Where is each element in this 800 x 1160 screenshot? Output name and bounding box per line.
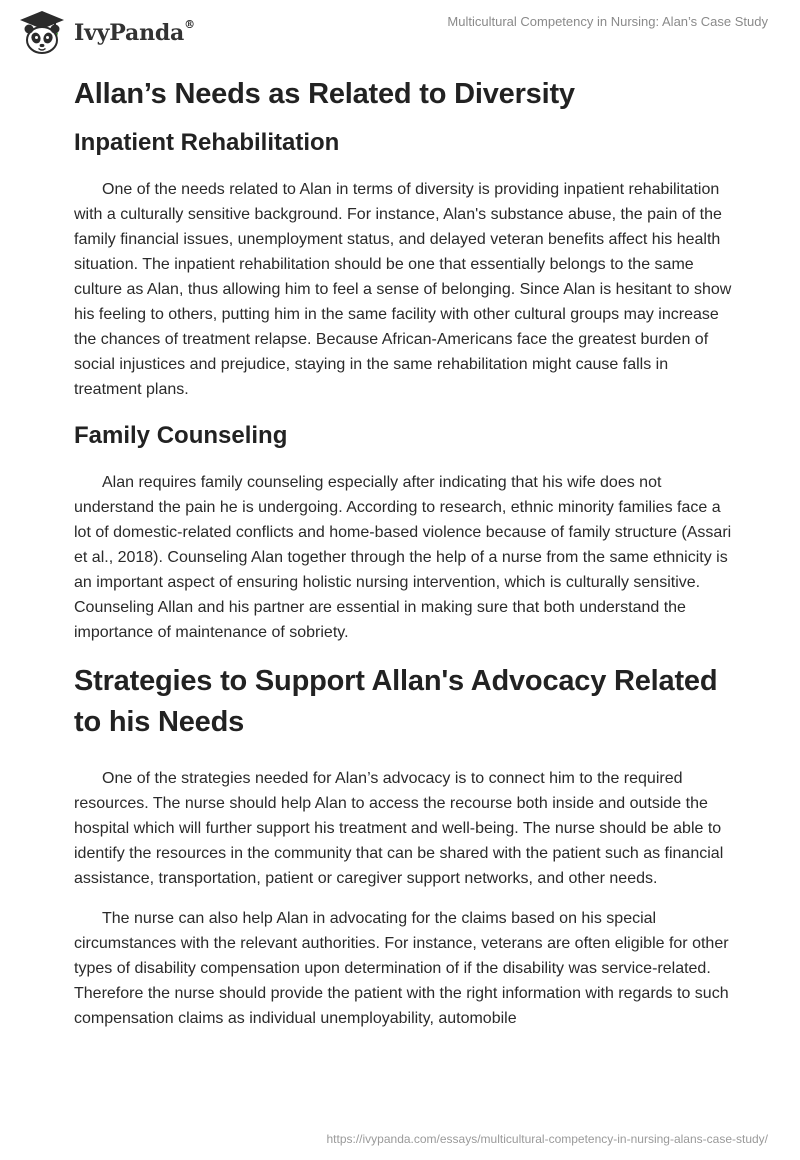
- page-header: [0, 0, 800, 62]
- paragraph-inpatient-rehabilitation: One of the needs related to Alan in terms of diversity is providing inpatient rehabilitation with a culturally sensitive background. For instance, Alan's substance abuse, the pain of the family financial issues, unemployment status, and delayed veteran benefits affect his health situation. The inpatient rehabilitation should be one that essentially belongs to the same culture as Alan, thus allowing him to feel a sense of belonging. Since Alan is hesitant to show his feeling to others, putting him in the same facility with other cultural groups may increase the chances of treatment relapse. Because African-Americans face the greatest burden of social injustices and prejudice, staying in the same rehabilitation might cause falls in treatment plans.: [74, 181, 732, 398]
- article-body: [74, 68, 734, 1031]
- subheading-inpatient-rehabilitation: Inpatient Rehabilitation: [74, 129, 340, 156]
- section-heading-diversity-needs: Allan’s Needs as Related to Diversity: [74, 78, 575, 110]
- document-title: Multicultural Competency in Nursing: Alan’s Case Study: [447, 14, 768, 29]
- source-url[interactable]: https://ivypanda.com/essays/multicultural-competency-in-nursing-alans-case-study/: [326, 1132, 768, 1146]
- subheading-family-counseling: Family Counseling: [74, 422, 288, 449]
- paragraph-family-counseling: Alan requires family counseling especially after indicating that his wife does not understand the pain he is undergoing. According to research, ethnic minority families face a lot of domestic-related conflicts and home-based violence because of family structure (Assari et al., 2018). Counseling Alan together through the help of a nurse from the same ethnicity is an important aspect of ensuring holistic nursing intervention, which is culturally sensitive. Counseling Allan and his partner are essential in making sure that both understand the importance of maintenance of sobriety.: [74, 474, 732, 641]
- brand-name: IvyPanda®: [74, 18, 195, 46]
- brand-logo[interactable]: [14, 6, 195, 58]
- section-heading-advocacy-strategies: Strategies to Support Allan's Advocacy Related to his Needs: [74, 665, 718, 738]
- panda-graduate-icon: [14, 6, 70, 58]
- paragraph-advocacy-claims: The nurse can also help Alan in advocating for the claims based on his special circumstances with the relevant authorities. For instance, veterans are often eligible for other types of disability compensation upon determination of if the disability was service-related. Therefore the nurse should provide the patient with the right information with regards to such compensation claims as individual unemployability, automobile: [74, 910, 729, 1027]
- registered-mark: ®: [184, 18, 195, 31]
- paragraph-advocacy-resources: One of the strategies needed for Alan’s advocacy is to connect him to the required resources. The nurse should help Alan to access the recourse both inside and outside the hospital which will further support his treatment and well-being. The nurse should be able to identify the resources in the community that can be shared with the patient such as financial assistance, transportation, patient or caregiver support networks, and other needs.: [74, 770, 724, 887]
